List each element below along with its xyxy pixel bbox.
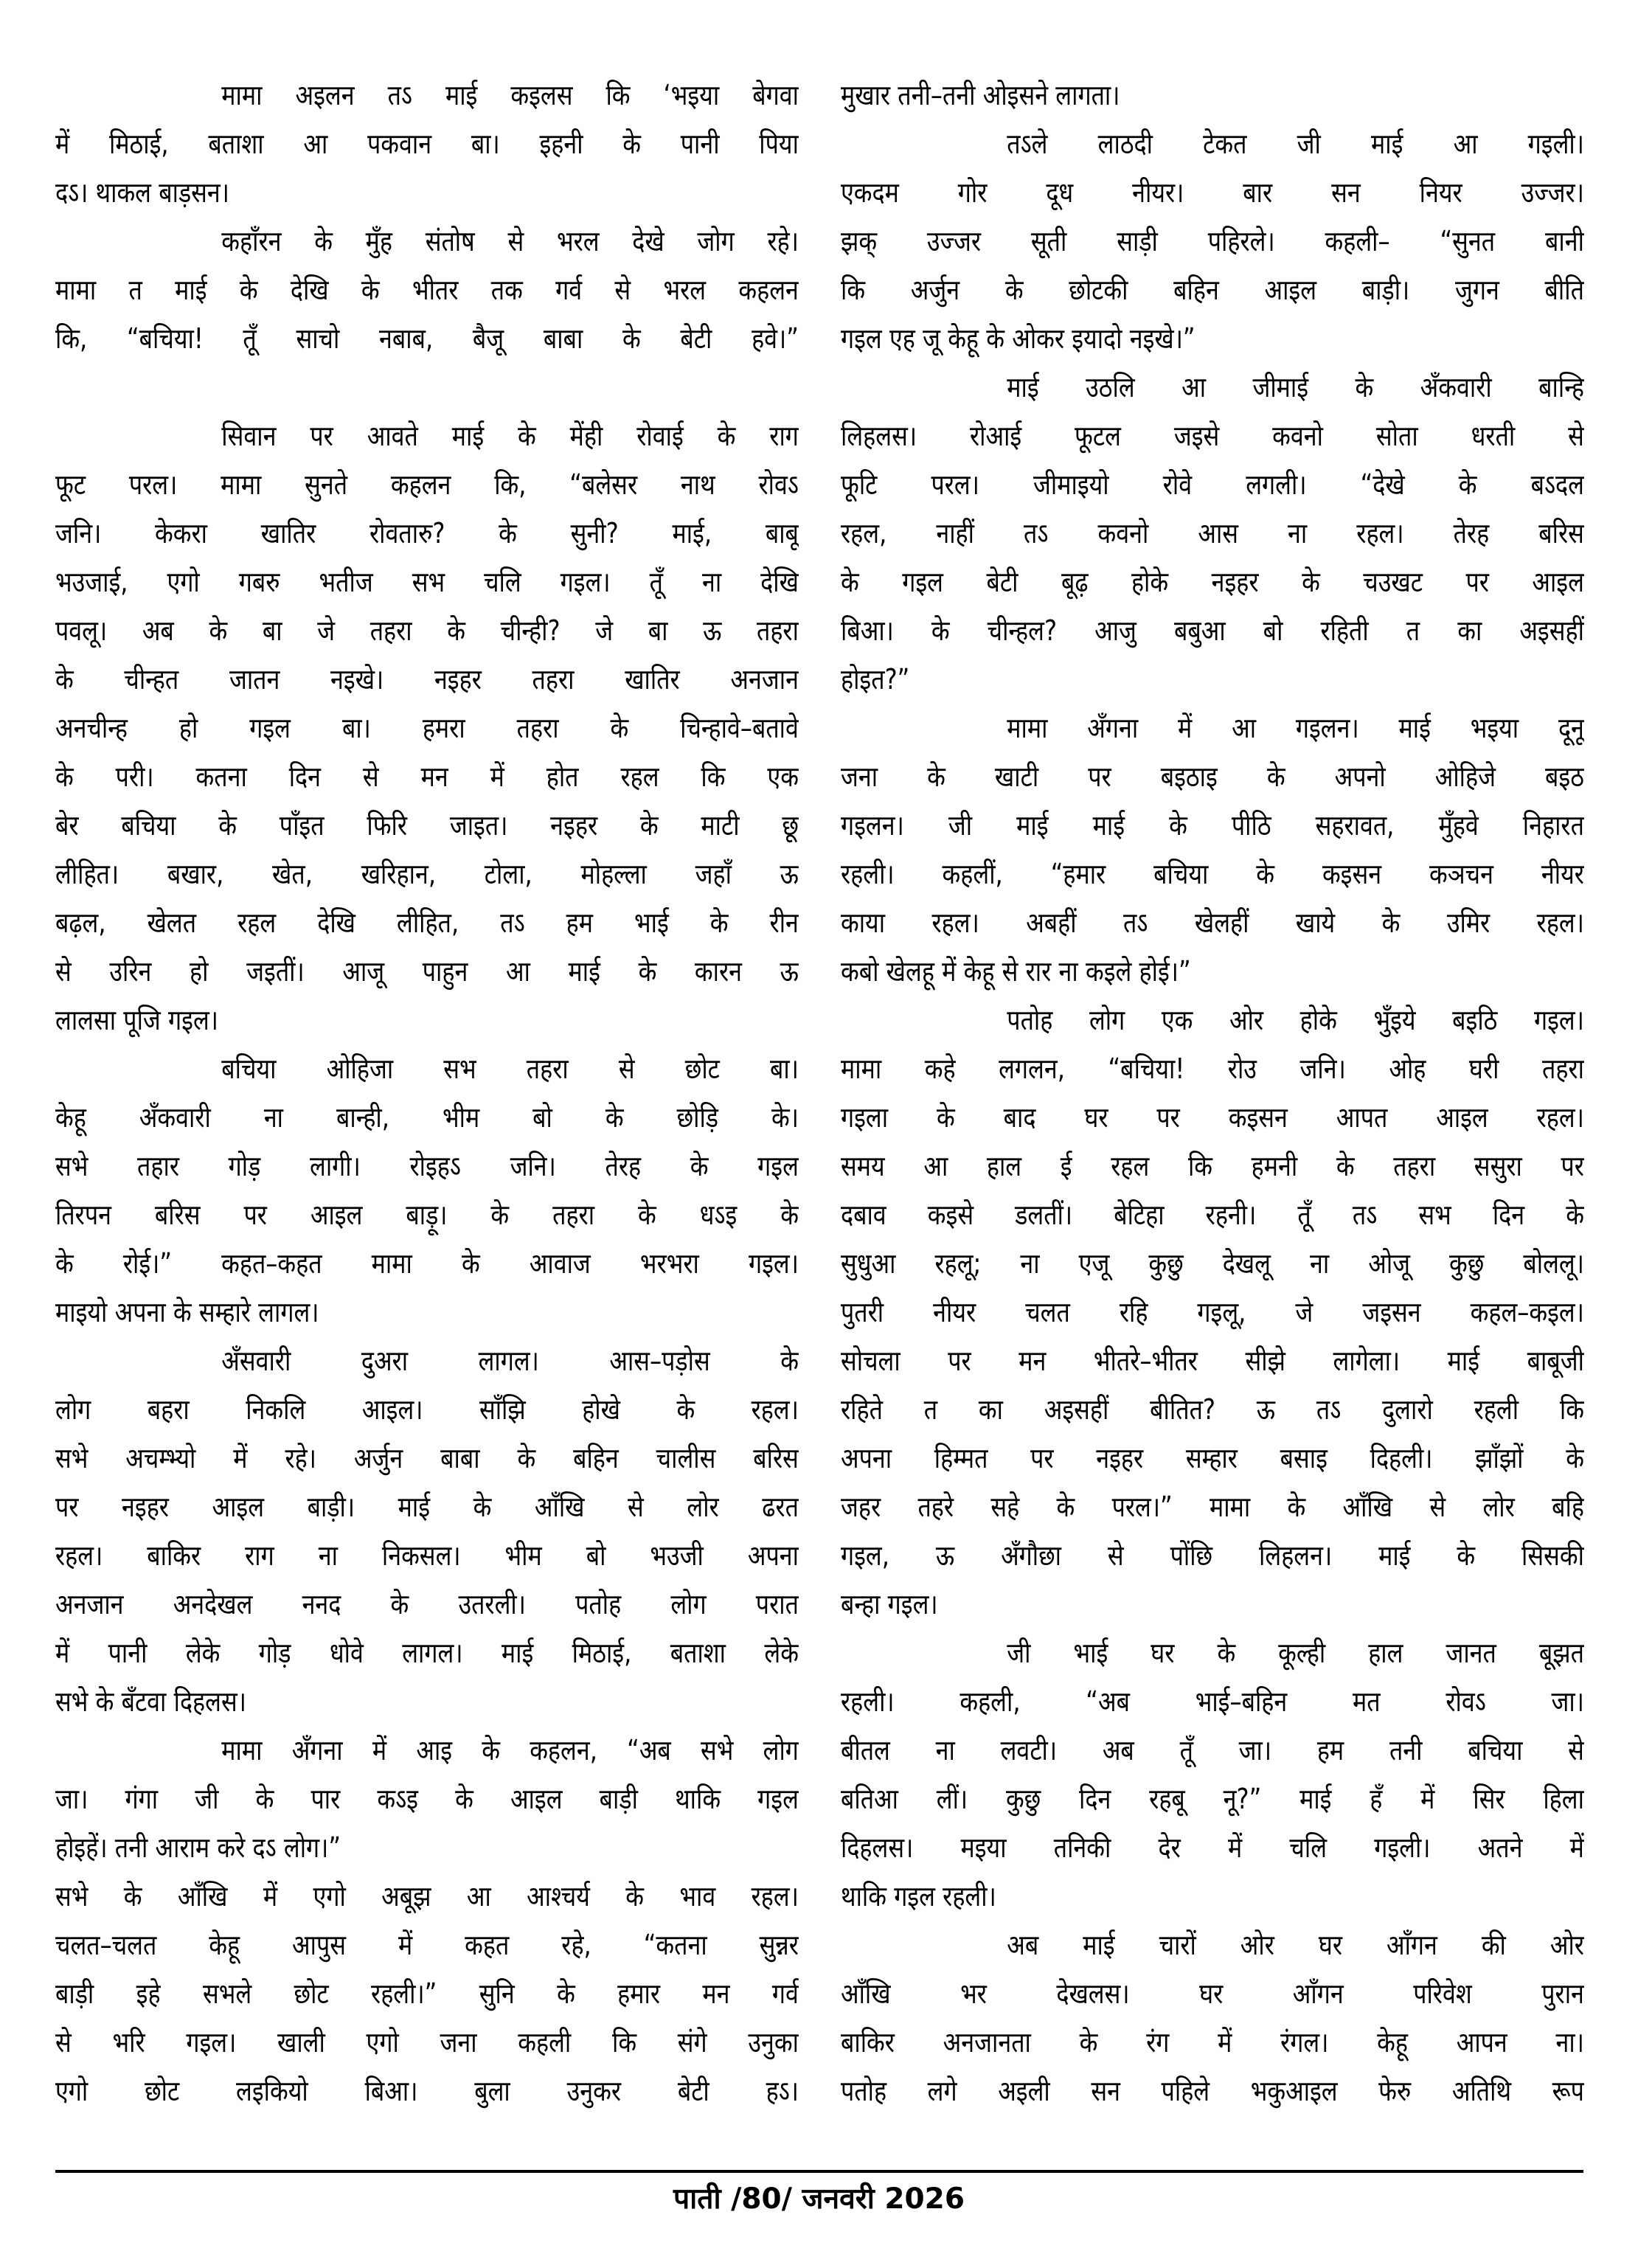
text-line: गइलन। जी माई माई के पीठि सहरावत, मुँहवे निहारत (841, 809, 1584, 842)
text-line: अनचीन्ह हो गइल बा। हमरा तहरा के चिन्हावे–बतावे (55, 712, 799, 744)
text-line: रहली। कहली, “अब भाई–बहिन मत रोवऽ जा। (841, 1685, 1584, 1718)
text-line: बाड़ी इहे सभले छोट रहली।” सुनि के हमार मन गर्व (55, 1977, 799, 2010)
text-line: में पानी लेके गोड़ धोवे लागल। माई मिठाई, बताशा लेके (55, 1637, 799, 1669)
text-line: झक् उज्जर सूती साड़ी पहिरले। कहली– “सुनत बानी (841, 225, 1584, 257)
text-line: मुखार तनी–तनी ओइसने लागता। (841, 79, 1120, 111)
text-line: मामा त माई के देखि के भीतर तक गर्व से भरल कहलन (55, 274, 799, 306)
text-line: बन्हा गइल। (841, 1588, 938, 1620)
text-line: गइला के बाद घर पर कइसन आपत आइल रहल। (841, 1101, 1584, 1134)
text-line: बेर बचिया के पाँइत फिरि जाइत। नइहर के माटी छू (55, 809, 799, 842)
text-line: फूटि परल। जीमाइयो रोवे लगली। “देखे के बऽदल (841, 468, 1584, 501)
text-line: आँखि भर देखलस। घर आँगन परिवेश पुरान (841, 1977, 1584, 2010)
text-line: बिआ। के चीन्हल? आजु बबुआ बो रहिती त का अइसहीं (841, 614, 1584, 647)
text-line: पतोह लगे अइली सन पहिले भकुआइल फेरु अतिथि रूप (841, 2075, 1584, 2107)
paragraph (841, 996, 1584, 1629)
text-line: मामा अइलन तऽ माई कइलस कि ‘भइया बेगवा (221, 79, 799, 111)
text-line: गइल एह जू केहू के ओकर इयादो नइखे।” (841, 322, 1195, 355)
paragraph (841, 71, 1584, 119)
text-line: रहली। कहलीं, “हमार बचिया के कइसन कञचन नीयर (841, 858, 1584, 890)
paragraph (55, 217, 799, 363)
text-line: लोग बहरा निकलि आइल। साँझि होखे के रहल। (55, 1393, 799, 1426)
text-line: अपना हिम्मत पर नइहर सम्हार बसाइ दिहली। झाँझों के (841, 1442, 1584, 1474)
text-line: जहर तहरे सहे के परल।” मामा के आँखि से लोर बहि (841, 1491, 1584, 1523)
text-line: पतोह लोग एक ओर होके भुँइये बइठि गइल। (1007, 1004, 1584, 1036)
text-line: पर नइहर आइल बाड़ी। माई के आँखि से लोर ढरत (55, 1491, 799, 1523)
text-column-left-inner (55, 71, 799, 2115)
text-line: सुधुआ रहलू; ना एजू कुछु देखलू ना ओजू कुछु बोललू। (841, 1247, 1584, 1280)
text-line: के रोई।” कहत–कहत मामा के आवाज भरभरा गइल। (55, 1247, 799, 1280)
text-line: रहल। बाकिर राग ना निकसल। भीम बो भउजी अपना (55, 1539, 799, 1572)
text-line: सिवान पर आवते माई के मेंही रोवाई के राग (221, 420, 799, 452)
text-line: दऽ। थाकल बाड़सन। (55, 176, 229, 209)
paragraph (55, 1044, 799, 1336)
paragraph (841, 119, 1584, 363)
text-line: होइहें। तनी आराम करे दऽ लोग।” (55, 1831, 341, 1864)
paragraph (841, 1921, 1584, 2115)
text-line: बतिआ लीं। कुछु दिन रहबू नू?” माई हँ में सिर हिला (841, 1783, 1584, 1815)
blank-line (55, 363, 799, 412)
text-line: कबो खेलहू में केहू से रार ना कइले होई।” (841, 955, 1191, 988)
text-line: सभे अचम्भ्यो में रहे। अर्जुन बाबा के बहिन चालीस बरिस (55, 1442, 799, 1474)
text-line: कहाँरन के मुँह संतोष से भरल देखे जोग रहे। (221, 225, 799, 257)
text-line: होइत?” (841, 663, 910, 696)
text-column-right-inner (841, 71, 1584, 2115)
paragraph (55, 363, 799, 1044)
text-line: कि, “बचिया! तूँ साचो नबाब, बैजू बाबा के बेटी हवे।” (55, 322, 799, 355)
paragraph (841, 1629, 1584, 1921)
text-line: गइल, ऊ अँगौछा से पोंछि लिहलन। माई के सिसकी (841, 1539, 1584, 1572)
text-line: अँसवारी दुअरा लागल। आस–पड़ोस के (221, 1345, 799, 1377)
text-line: से उरिन हो जइतीं। आजू पाहुन आ माई के कारन ऊ (55, 955, 799, 988)
text-line: अब माई चारों ओर घर आँगन की ओर (1007, 1929, 1584, 1961)
text-line: माई उठलि आ जीमाई के अँकवारी बान्हि (1007, 371, 1584, 403)
text-line: मामा कहे लगलन, “बचिया! रोउ जनि। ओह घरी तहरा (841, 1052, 1584, 1085)
paragraph (841, 363, 1584, 704)
text-line: लीहित। बखार, खेत, खरिहान, टोला, मोहल्ला जहाँ ऊ (55, 858, 799, 890)
paragraph (841, 704, 1584, 996)
text-line: तऽले लाठदी टेकत जी माई आ गइली। (1007, 128, 1584, 160)
text-line: में मिठाई, बताशा आ पकवान बा। इहनी के पानी पिया (55, 128, 799, 160)
text-line: समय आ हाल ई रहल कि हमनी के तहरा ससुरा पर (841, 1150, 1584, 1182)
text-line: सभे के आँखि में एगो अबूझ आ आश्चर्य के भाव रहल। (55, 1880, 799, 1912)
text-line: लिहलस। रोआई फूटल जइसे कवनो सोता धरती से (841, 420, 1584, 452)
text-line: काया रहल। अबहीं तऽ खेलहीं खाये के उमिर रहल। (841, 906, 1584, 939)
paragraph (55, 1726, 799, 1872)
text-line: बीतल ना लवटी। अब तूँ जा। हम तनी बचिया से (841, 1734, 1584, 1766)
text-line: तिरपन बरिस पर आइल बाड़ू। के तहरा के धऽइ के (55, 1199, 799, 1231)
paragraph (55, 1336, 799, 1726)
text-line: जा। गंगा जी के पार कऽइ के आइल बाड़ी थाकि गइल (55, 1783, 799, 1815)
text-line: दिहलस। मइया तनिकी देर में चलि गइली। अतने में (841, 1831, 1584, 1864)
text-line: के चीन्हत जातन नइखे। नइहर तहरा खातिर अनजान (55, 663, 799, 696)
text-line: दबाव कइसे डलतीं। बेटिहा रहनी। तूँ तऽ सभ दिन के (841, 1199, 1584, 1231)
text-column-left (55, 71, 933, 2115)
text-line: मामा अँगना में आइ के कहलन, “अब सभे लोग (221, 1734, 799, 1766)
text-line: बाकिर अनजानता के रंग में रंगल। केहू आपन ना। (841, 2026, 1584, 2059)
text-line: से भरि गइल। खाली एगो जना कहली कि संगे उनुका (55, 2026, 799, 2059)
text-line: बचिया ओहिजा सभ तहरा से छोट बा। (221, 1052, 799, 1085)
text-line: के गइल बेटी बूढ़ होके नइहर के चउखट पर आइल (841, 566, 1584, 598)
footer-rule (55, 2170, 1583, 2173)
text-line: सोचला पर मन भीतरे–भीतर सीझे लागेला। माई बाबूजी (841, 1345, 1584, 1377)
text-line: केहू अँकवारी ना बान्ही, भीम बो के छोड़ि के। (55, 1101, 799, 1134)
text-line: पवलू। अब के बा जे तहरा के चीन्ही? जे बा ऊ तहरा (55, 614, 799, 647)
paragraph (55, 1872, 799, 2115)
text-line: मामा अँगना में आ गइलन। माई भइया दूनू (1007, 712, 1584, 744)
text-line: सभे तहार गोड़ लागी। रोइहऽ जनि। तेरह के गइल (55, 1150, 799, 1182)
text-line: चलत–चलत केहू आपुस में कहत रहे, “कतना सुन्नर (55, 1929, 799, 1961)
text-line: बढ़ल, खेलत रहल देखि लीहित, तऽ हम भाई के रीन (55, 906, 799, 939)
text-line: रहल, नाहीं तऽ कवनो आस ना रहल। तेरह बरिस (841, 517, 1584, 549)
text-line: कि अर्जुन के छोटकी बहिन आइल बाड़ी। जुगन बीति (841, 274, 1584, 306)
text-line: फूट परल। मामा सुनते कहलन कि, “बलेसर नाथ रोवऽ (55, 468, 799, 501)
text-line: माइयो अपना के सम्हारे लागल। (55, 1296, 319, 1328)
text-line: रहिते त का अइसहीं बीतित? ऊ तऽ दुलारो रहली कि (841, 1393, 1584, 1426)
footer-page-label: पाती /80/ जनवरी 2026 (673, 2182, 965, 2216)
text-line: भउजाई, एगो गबरु भतीज सभ चलि गइल। तूँ ना देखि (55, 566, 799, 598)
paragraph (55, 71, 799, 217)
text-line: सभे के बँटवा दिहलस। (55, 1685, 246, 1718)
text-line: लालसा पूजि गइल। (55, 1004, 218, 1036)
text-column-right (841, 71, 1638, 2115)
text-line: एगो छोट लइकियो बिआ। बुला उनुकर बेटी हऽ। (55, 2075, 799, 2107)
text-line: थाकि गइल रहली। (841, 1880, 996, 1912)
text-line: अनजान अनदेखल ननद के उतरली। पतोह लोग परात (55, 1588, 799, 1620)
text-line: जी भाई घर के कूल्ही हाल जानत बूझत (1007, 1637, 1584, 1669)
text-line: जना के खाटी पर बइठाइ के अपनो ओहिजे बइठ (841, 760, 1584, 793)
text-line: पुतरी नीयर चलत रहि गइलू, जे जइसन कहल–कइल। (841, 1296, 1584, 1328)
text-line: एकदम गोर दूध नीयर। बार सन नियर उज्जर। (841, 176, 1584, 209)
text-line: जनि। केकरा खातिर रोवतारु? के सुनी? माई, बाबू (55, 517, 799, 549)
text-line: के परी। कतना दिन से मन में होत रहल कि एक (55, 760, 799, 793)
